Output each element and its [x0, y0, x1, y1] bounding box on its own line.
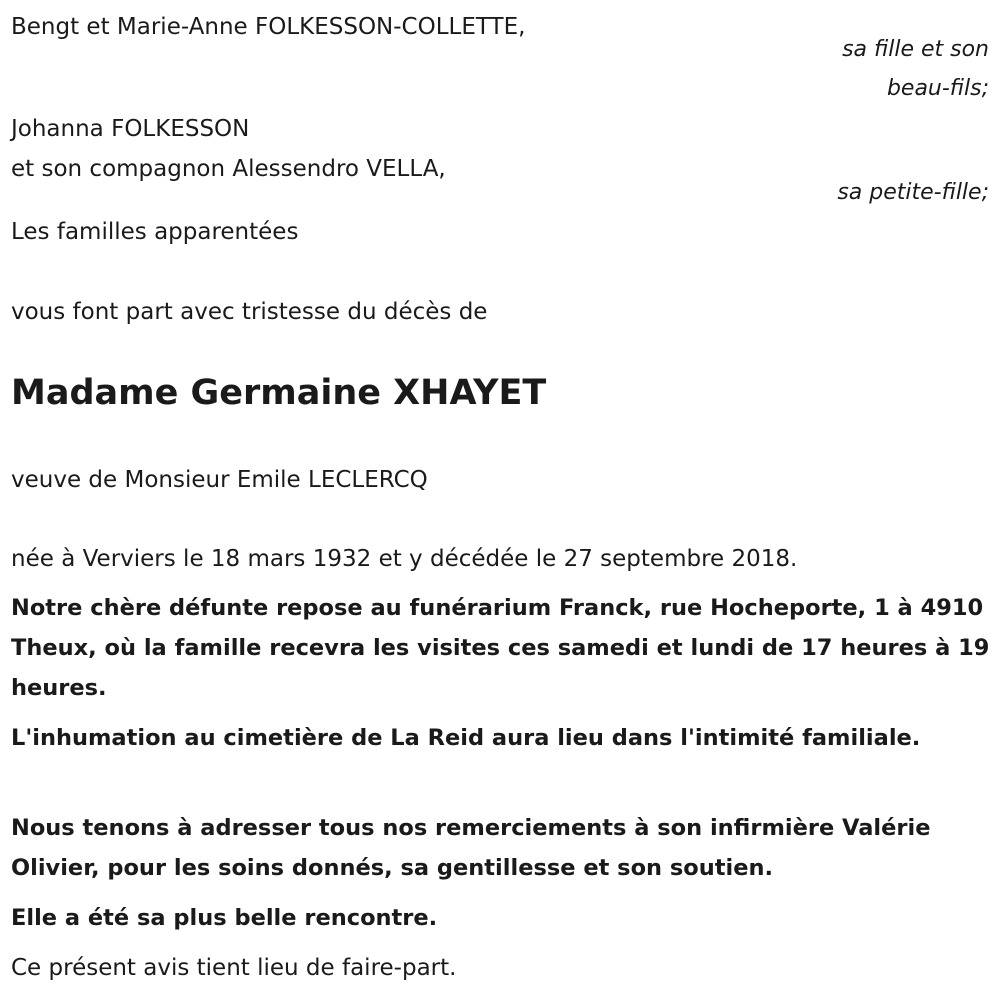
- closing-line: Elle a été sa plus belle rencontre.: [11, 905, 438, 931]
- role-daughter-a: sa fille et son: [842, 37, 989, 62]
- deceased-name: Madame Germaine XHAYET: [11, 373, 547, 413]
- thanks-paragraph: Nous tenons à adresser tous nos remerciements à son infirmière Valérie Olivier, pour les soins donnés, sa gentillesse et son soutien.: [11, 815, 931, 881]
- family-line-companion: et son compagnon Alessendro VELLA,: [11, 156, 446, 182]
- family-line-relatives: Les familles apparentées: [11, 219, 299, 245]
- family-line-daughter: Bengt et Marie-Anne FOLKESSON-COLLETTE,: [11, 14, 526, 40]
- widow-of: veuve de Monsieur Emile LECLERCQ: [11, 467, 428, 493]
- birth-death-dates: née à Verviers le 18 mars 1932 et y décédée le 27 septembre 2018.: [11, 546, 798, 572]
- role-daughter-b: beau-fils;: [886, 76, 989, 101]
- notice-line: Ce présent avis tient lieu de faire-part.: [11, 955, 457, 981]
- funerarium-paragraph: Notre chère défunte repose au funérarium Franck, rue Hocheporte, 1 à 4910 Theux, où la famille recevra les visites ces samedi et lundi de 17 heures à 19 heures.: [11, 595, 990, 701]
- family-line-granddaughter: Johanna FOLKESSON: [11, 116, 250, 142]
- announcement-intro: vous font part avec tristesse du décès de: [11, 299, 488, 325]
- role-granddaughter: sa petite-fille;: [837, 180, 989, 205]
- burial-paragraph: L'inhumation au cimetière de La Reid aura lieu dans l'intimité familiale.: [11, 725, 921, 751]
